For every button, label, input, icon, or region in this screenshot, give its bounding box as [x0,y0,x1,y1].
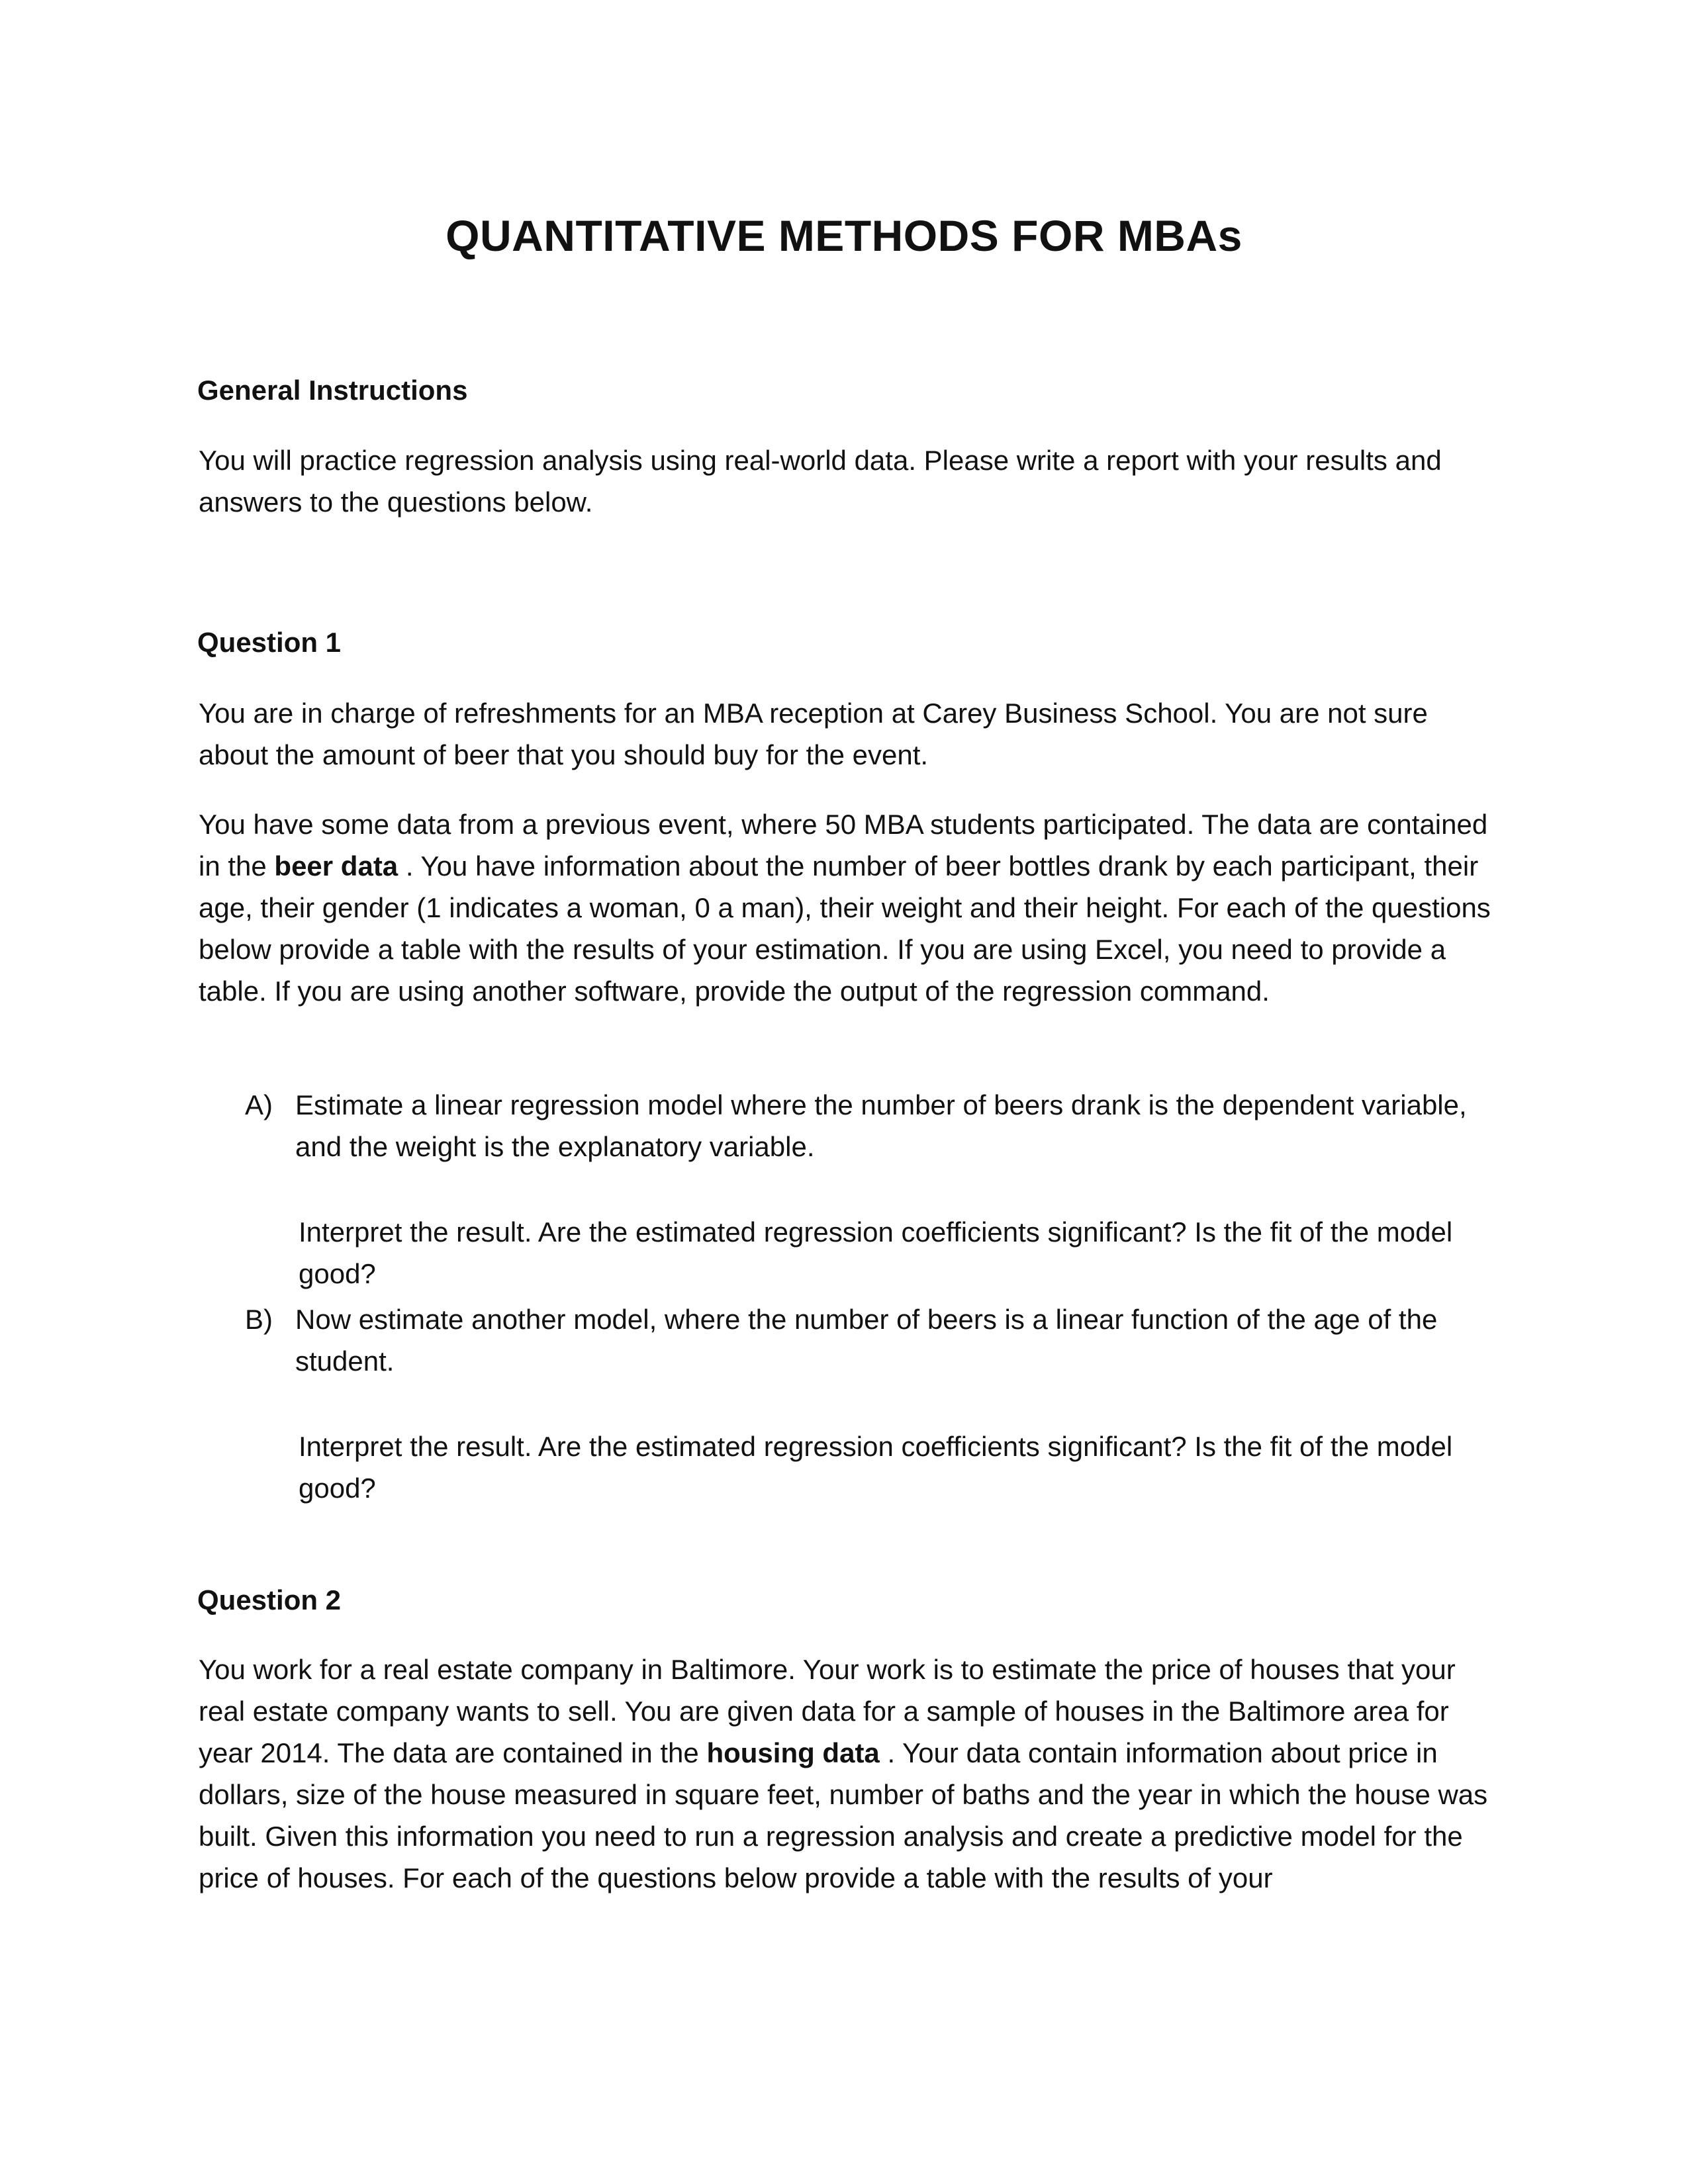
page-title: QUANTITATIVE METHODS FOR MBAs [445,211,1243,260]
beer-data-label: beer data [274,850,399,882]
item-a-text: Estimate a linear regression model where the number of beers drank is the dependent variable, and the weight is the explanatory variable. [295,1089,1467,1162]
item-a-marker: A) [245,1089,273,1120]
question-1-data-text-end: . You have information about the number of beer bottles drank by each participant, their age, their gender (1 indicates a woman, 0 a man), their weight and their height. For each of the questions below provide a table with the results of your estimation. If you are using Excel, you need to provide a table. If you are using another software, provide the output of the regression command. [199,850,1491,1007]
item-b-text: Now estimate another model, where the number of beers is a linear function of the age of the student. [295,1304,1438,1377]
general-instructions-text: You will practice regression analysis using real-world data. Please write a report with your results and answers to the questions below. [199,445,1442,518]
item-a-interpretation: Interpret the result. Are the estimated regression coefficients significant? Is the fit of the model good? [299,1216,1453,1289]
question-2-text-end: . Your data contain information about price in dollars, size of the house measured in square feet, number of baths and the year in which the house was built. Given this information you need to run a regression analysis and create a predictive model for the price of houses. For each of the questions below provide a table with the results of your [199,1737,1488,1893]
housing-data-label: housing data [706,1737,880,1768]
question-2-text-start: You work for a real estate company in Baltimore. Your work is to estimate the price of houses that your real estate company wants to sell. You are given data for a sample of houses in the Baltimore area for year 2014. The data are contained in the [199,1654,1456,1768]
question-2-paragraph [199,1649,1496,1899]
question-1-data-paragraph [199,803,1496,1012]
general-instructions-heading: General Instructions [197,375,468,406]
item-b-interpretation: Interpret the result. Are the estimated regression coefficients significant? Is the fit of the model good? [299,1431,1453,1504]
question-1-heading: Question 1 [197,627,342,658]
question-1-data-text-start: You have some data from a previous event, where 50 MBA students participated. The data are contained in the [199,809,1488,882]
question-2-heading: Question 2 [197,1584,342,1615]
question-1-intro: You are in charge of refreshments for an MBA reception at Carey Business School. You are not sure about the amount of beer that you should buy for the event. [199,698,1428,770]
item-b-marker: B) [245,1304,273,1335]
